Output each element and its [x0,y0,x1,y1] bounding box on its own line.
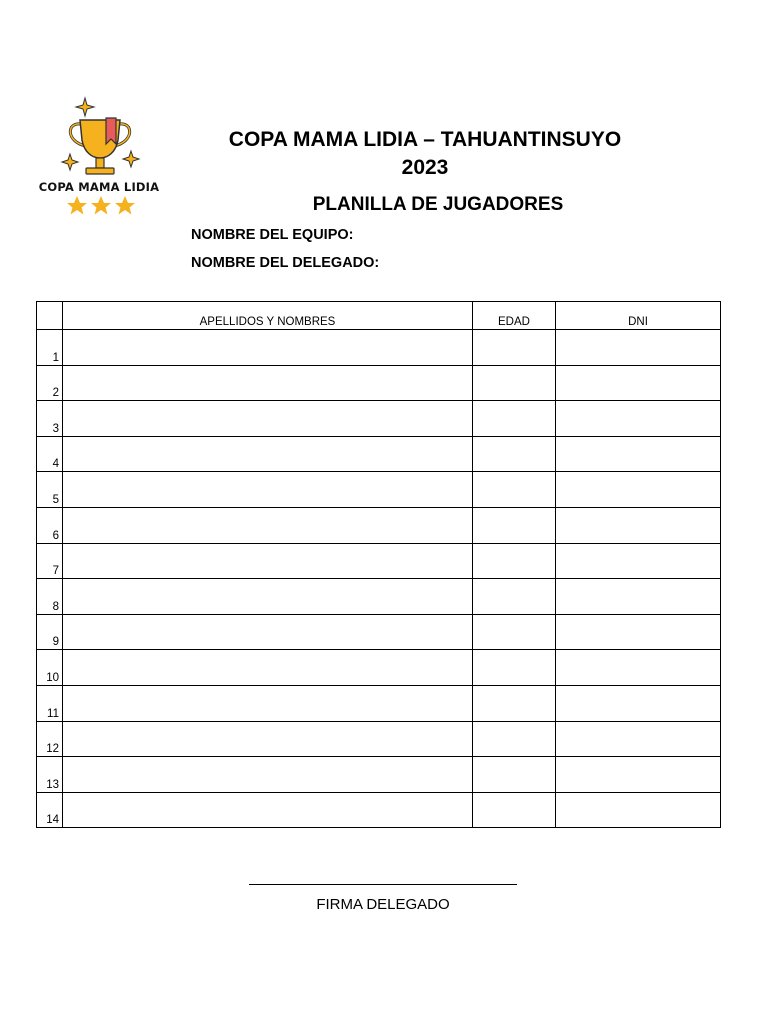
age-cell[interactable] [473,401,556,437]
row-number: 11 [37,685,63,721]
column-header-dni: DNI [556,302,721,330]
names-cell[interactable] [63,507,473,543]
age-cell[interactable] [473,365,556,401]
row-number: 9 [37,614,63,650]
table-row [37,685,721,721]
age-cell[interactable] [473,721,556,757]
logo-text: COPA MAMA LIDIA [38,180,160,194]
table-row [37,721,721,757]
names-cell[interactable] [63,614,473,650]
dni-cell[interactable] [556,685,721,721]
age-cell[interactable] [473,507,556,543]
names-cell[interactable] [63,579,473,615]
row-number: 12 [37,721,63,757]
trophy-icon [28,90,170,225]
table-row [37,401,721,437]
dni-cell[interactable] [556,757,721,793]
age-cell[interactable] [473,650,556,686]
age-cell[interactable] [473,330,556,366]
document-title: COPA MAMA LIDIA – TAHUANTINSUYO [228,128,622,151]
age-cell[interactable] [473,685,556,721]
names-cell[interactable] [63,365,473,401]
row-number: 5 [37,472,63,508]
row-number: 13 [37,757,63,793]
names-cell[interactable] [63,472,473,508]
dni-cell[interactable] [556,650,721,686]
dni-cell[interactable] [556,365,721,401]
row-number: 3 [37,401,63,437]
age-cell[interactable] [473,792,556,828]
row-number: 6 [37,507,63,543]
event-logo [28,90,170,225]
table-row [37,507,721,543]
names-cell[interactable] [63,330,473,366]
table-row [37,579,721,615]
row-number: 8 [37,579,63,615]
players-table [36,301,721,828]
names-cell[interactable] [63,436,473,472]
dni-cell[interactable] [556,436,721,472]
dni-cell[interactable] [556,330,721,366]
age-cell[interactable] [473,472,556,508]
dni-cell[interactable] [556,472,721,508]
dni-cell[interactable] [556,401,721,437]
document-year: 2023 [401,156,449,179]
dni-cell[interactable] [556,614,721,650]
table-row [37,330,721,366]
signature-label: FIRMA DELEGADO [316,896,450,913]
names-cell[interactable] [63,543,473,579]
table-row [37,543,721,579]
table-row [37,614,721,650]
row-number: 2 [37,365,63,401]
table-header-row [37,302,721,330]
names-cell[interactable] [63,721,473,757]
dni-cell[interactable] [556,507,721,543]
age-cell[interactable] [473,614,556,650]
age-cell[interactable] [473,436,556,472]
row-number: 4 [37,436,63,472]
dni-cell[interactable] [556,579,721,615]
column-header-names: APELLIDOS Y NOMBRES [63,302,473,330]
column-header-age: EDAD [473,302,556,330]
table-row [37,757,721,793]
dni-cell[interactable] [556,721,721,757]
names-cell[interactable] [63,757,473,793]
table-row [37,436,721,472]
table-row [37,792,721,828]
table-row [37,365,721,401]
row-number: 10 [37,650,63,686]
signature-line [249,884,517,885]
table-row [37,650,721,686]
dni-cell[interactable] [556,792,721,828]
team-name-label: NOMBRE DEL EQUIPO: [191,227,354,243]
row-number: 1 [37,330,63,366]
age-cell[interactable] [473,757,556,793]
column-header-number [37,302,63,330]
names-cell[interactable] [63,685,473,721]
age-cell[interactable] [473,543,556,579]
delegate-name-label: NOMBRE DEL DELEGADO: [191,255,380,271]
names-cell[interactable] [63,401,473,437]
row-number: 7 [37,543,63,579]
names-cell[interactable] [63,792,473,828]
row-number: 14 [37,792,63,828]
dni-cell[interactable] [556,543,721,579]
age-cell[interactable] [473,579,556,615]
document-subtitle: PLANILLA DE JUGADORES [312,194,564,215]
names-cell[interactable] [63,650,473,686]
table-row [37,472,721,508]
